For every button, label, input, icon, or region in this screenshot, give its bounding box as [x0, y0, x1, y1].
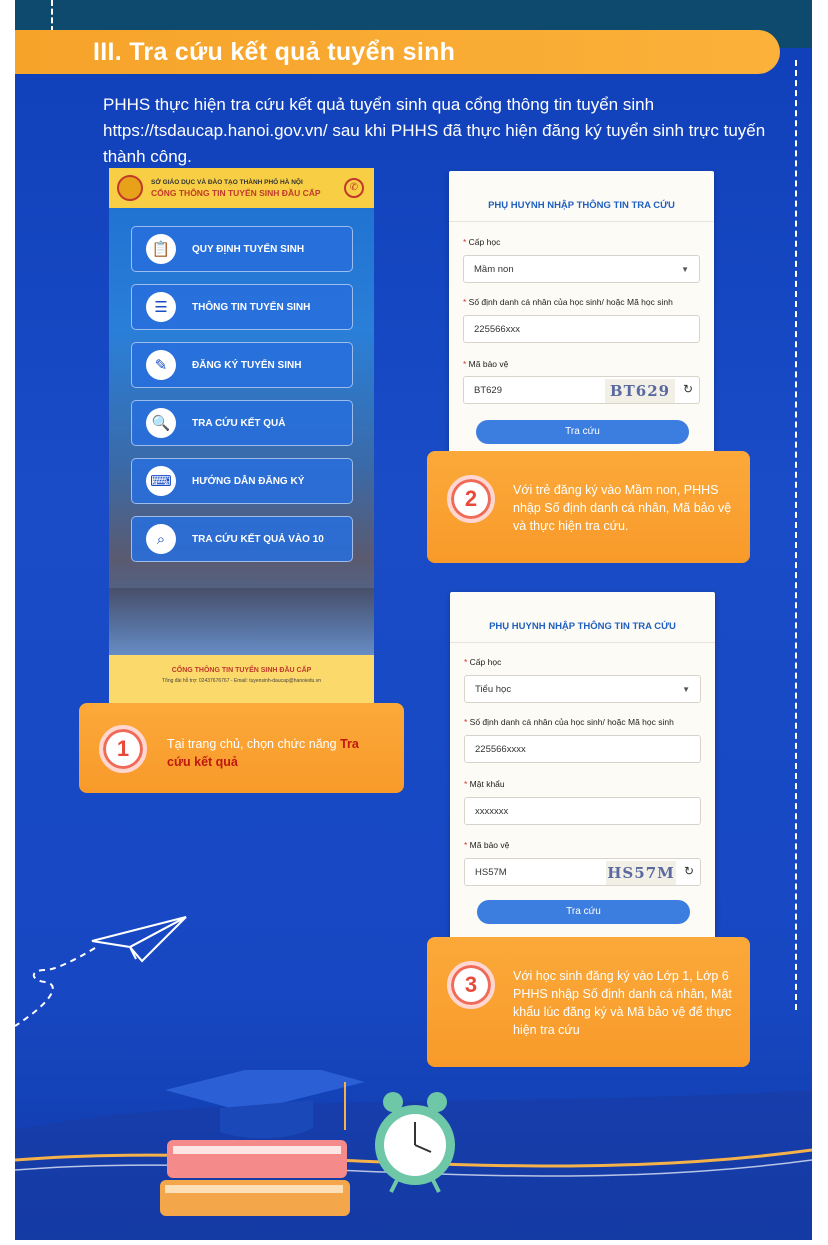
- menu-label: TRA CỨU KẾT QUẢ: [192, 417, 286, 429]
- clipboard-icon: 📋: [146, 234, 176, 264]
- level-label: * Cấp học: [464, 657, 502, 667]
- emblem-icon: [117, 175, 143, 201]
- dashed-trail: [15, 940, 105, 1030]
- id-label: * Số định danh cá nhân của học sinh/ hoặc Mã học sinh: [463, 297, 673, 307]
- search-document-icon: 🔍: [146, 408, 176, 438]
- captcha-label: * Mã bảo vệ: [464, 840, 510, 850]
- step-1-text: [167, 735, 367, 771]
- step-1-box: [79, 703, 404, 793]
- step-number: 2: [464, 486, 478, 511]
- refresh-icon[interactable]: ↻: [683, 864, 694, 878]
- step-3-text: Với học sinh đăng ký vào Lớp 1, Lớp 6 PHHS nhập Số định danh cá nhân, Mật khẩu lúc đăng ký và Mã bảo vệ để thực hiện tra cứu: [513, 969, 732, 1037]
- divider: [450, 642, 715, 643]
- captcha-input[interactable]: BT629 BT629 ↻: [463, 376, 700, 404]
- edit-icon: ✎: [146, 350, 176, 380]
- lookup-button[interactable]: Tra cứu: [476, 420, 689, 444]
- phone-call-icon[interactable]: ✆: [344, 178, 364, 198]
- menu-item-thong-tin[interactable]: [131, 284, 353, 330]
- section-title-bar: [15, 30, 780, 74]
- menu-label: TRA CỨU KẾT QUẢ VÀO 10: [192, 533, 324, 545]
- document-icon: ☰: [146, 292, 176, 322]
- menu-item-dang-ky[interactable]: [131, 342, 353, 388]
- id-label: * Số định danh cá nhân của học sinh/ hoặc Mã học sinh: [464, 717, 674, 727]
- step-3-badge: [447, 961, 495, 1009]
- chevron-down-icon: ▼: [682, 684, 690, 694]
- menu-item-tra-cuu-vao-10[interactable]: [131, 516, 353, 562]
- step-2-text: Với trẻ đăng ký vào Mầm non, PHHS nhập Số định danh cá nhân, Mã bảo vệ và thực hiện tra cứu.: [513, 483, 732, 533]
- bottom-illustration: [15, 1070, 812, 1240]
- chevron-down-icon: ▼: [681, 264, 689, 274]
- footer-title: CỔNG THÔNG TIN TUYỂN SINH ĐẦU CẤP: [171, 667, 312, 674]
- level-select[interactable]: Tiểu học ▼: [464, 675, 701, 703]
- menu-item-tra-cuu[interactable]: [131, 400, 353, 446]
- step-2-badge: [447, 475, 495, 523]
- student-id-input[interactable]: 225566xxx: [463, 315, 700, 343]
- phone-screenshot: [109, 168, 374, 710]
- step-highlight: Tra cứu kết quả: [167, 737, 359, 769]
- menu-label: HƯỚNG DẪN ĐĂNG KÝ: [192, 475, 305, 487]
- paper-plane-icon: [90, 915, 190, 965]
- form-title: PHỤ HUYNH NHẬP THÔNG TIN TRA CỨU: [488, 200, 675, 211]
- portal-header: [109, 168, 374, 208]
- dashed-line-right: [795, 60, 797, 1010]
- menu-label: QUY ĐỊNH TUYỂN SINH: [192, 243, 305, 255]
- student-id-input[interactable]: 225566xxxx: [464, 735, 701, 763]
- lookup-button[interactable]: Tra cứu: [477, 900, 690, 924]
- search-icon: ⌕: [146, 524, 176, 554]
- keyboard-icon: ⌨: [146, 466, 176, 496]
- lookup-form-mam-non: [449, 171, 714, 461]
- step-number: 1: [116, 736, 130, 761]
- menu-label: ĐĂNG KÝ TUYỂN SINH: [192, 359, 302, 371]
- menu-item-quy-dinh[interactable]: [131, 226, 353, 272]
- menu-item-huong-dan[interactable]: [131, 458, 353, 504]
- step-2-box: [427, 451, 750, 563]
- lookup-form-tieu-hoc: [450, 592, 715, 947]
- portal-footer: [109, 655, 374, 710]
- step-1-badge: [99, 725, 147, 773]
- captcha-image: BT629: [605, 379, 675, 403]
- intro-text: PHHS thực hiện tra cứu kết quả tuyển sinh qua cổng thông tin tuyển sinh https://tsdaucap.hanoi.gov.vn/ sau khi PHHS đã thực hiện đăng ký tuyển sinh trực tuyến thành công.: [103, 95, 766, 166]
- dashed-line: [51, 0, 53, 32]
- step-text: Tại trang chủ, chọn chức năng: [167, 737, 341, 751]
- refresh-icon[interactable]: ↻: [682, 382, 693, 396]
- poster: [15, 0, 812, 1240]
- portal-name: CỔNG THÔNG TIN TUYỂN SINH ĐẦU CẤP: [151, 187, 321, 198]
- form-title: PHỤ HUYNH NHẬP THÔNG TIN TRA CỨU: [489, 621, 676, 632]
- menu-label: THÔNG TIN TUYỂN SINH: [192, 301, 311, 313]
- password-label: * Mật khẩu: [464, 779, 505, 789]
- step-3-box: [427, 937, 750, 1067]
- password-input[interactable]: xxxxxxx: [464, 797, 701, 825]
- step-number: 3: [464, 972, 478, 997]
- captcha-image: HS57M: [606, 861, 676, 885]
- section-title: III. Tra cứu kết quả tuyển sinh: [93, 37, 456, 66]
- captcha-label: * Mã bảo vệ: [463, 359, 509, 369]
- portal-department: SỞ GIÁO DỤC VÀ ĐÀO TẠO THÀNH PHỐ HÀ NỘI: [151, 178, 303, 186]
- footer-contact: Tổng đài hỗ trợ: 02437676767 - Email: tuyensinh-daucap@hanoiedu.vn: [161, 678, 322, 684]
- captcha-input[interactable]: HS57M HS57M ↻: [464, 858, 701, 886]
- level-select[interactable]: Mầm non ▼: [463, 255, 700, 283]
- level-label: * Cấp học: [463, 237, 501, 247]
- divider: [449, 221, 714, 222]
- lake-background: [109, 588, 374, 658]
